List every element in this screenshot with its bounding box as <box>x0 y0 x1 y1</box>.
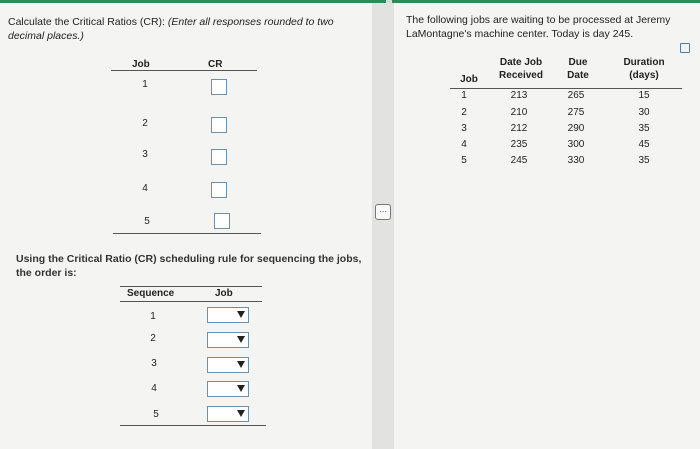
seq-row-5: 5 <box>153 409 159 420</box>
row1-job: 1 <box>461 90 467 101</box>
th-due-line2: Date <box>567 70 589 81</box>
drag-handle-icon[interactable]: ⋯ <box>375 204 391 220</box>
data-panel <box>394 3 700 449</box>
cr-instruction-italic: (Enter all responses rounded to two decimal places.) <box>8 16 334 42</box>
seq-row-4: 4 <box>151 383 157 394</box>
th-duration-line1: Duration <box>623 57 665 68</box>
panel-divider[interactable] <box>372 3 394 449</box>
row4-duration: 45 <box>638 139 650 150</box>
cr-header-job: Job <box>132 59 150 70</box>
sequence-instruction: Using the Critical Ratio (CR) scheduling rule for sequencing the jobs, the order is: <box>16 253 362 279</box>
th-job: Job <box>460 74 478 85</box>
seq-table-bottom-rule <box>120 425 266 426</box>
row1-received: 213 <box>510 90 528 101</box>
chevron-down-icon <box>237 361 245 368</box>
th-date-received-line2: Received <box>499 70 543 81</box>
row2-job: 2 <box>461 107 467 118</box>
cr-input-3[interactable] <box>211 149 227 165</box>
cr-header-cr: CR <box>208 59 223 70</box>
seq-job-select-1[interactable] <box>207 307 249 323</box>
seq-table-top-rule <box>120 286 262 287</box>
row5-job: 5 <box>461 155 467 166</box>
cr-table-top-rule <box>111 70 257 71</box>
cr-instruction-main: Calculate the Critical Ratios (CR): <box>8 16 168 28</box>
th-duration-line2: (days) <box>629 70 659 81</box>
seq-header-rule <box>120 301 262 302</box>
row2-received: 210 <box>510 107 528 118</box>
cr-job-3: 3 <box>142 149 148 160</box>
row5-received: 245 <box>510 155 528 166</box>
seq-row-1: 1 <box>150 311 156 322</box>
edit-icon[interactable] <box>680 43 690 53</box>
row4-due: 300 <box>567 139 585 150</box>
th-date-received <box>492 56 550 82</box>
th-date-received-line1: Date Job <box>499 57 543 68</box>
cr-job-2: 2 <box>142 118 148 129</box>
data-table-header-rule <box>450 88 682 89</box>
seq-header-job: Job <box>215 288 233 299</box>
question-panel <box>0 3 372 449</box>
row2-due: 275 <box>567 107 585 118</box>
chevron-down-icon <box>237 385 245 392</box>
cr-input-2[interactable] <box>211 117 227 133</box>
cr-table-bottom-rule <box>113 233 261 234</box>
cr-job-5: 5 <box>144 216 150 227</box>
cr-instruction <box>8 15 368 43</box>
seq-row-2: 2 <box>150 333 156 344</box>
seq-row-3: 3 <box>151 358 157 369</box>
cr-job-1: 1 <box>142 79 148 90</box>
row1-due: 265 <box>567 90 585 101</box>
row2-duration: 30 <box>638 107 650 118</box>
row3-due: 290 <box>567 123 585 134</box>
th-duration <box>616 56 672 82</box>
cr-job-4: 4 <box>142 183 148 194</box>
row4-received: 235 <box>510 139 528 150</box>
row3-job: 3 <box>461 123 467 134</box>
seq-job-select-2[interactable] <box>207 332 249 348</box>
chevron-down-icon <box>237 410 245 417</box>
row4-job: 4 <box>461 139 467 150</box>
seq-job-select-5[interactable] <box>207 406 249 422</box>
th-due-line1: Due <box>568 57 588 68</box>
chevron-down-icon <box>237 336 245 343</box>
seq-job-select-4[interactable] <box>207 381 249 397</box>
cr-input-4[interactable] <box>211 182 227 198</box>
data-instruction: The following jobs are waiting to be processed at Jeremy LaMontagne's machine center. Today is day 245. <box>406 14 671 40</box>
seq-header-sequence: Sequence <box>127 288 175 299</box>
chevron-down-icon <box>237 311 245 318</box>
cr-input-1[interactable] <box>211 79 227 95</box>
row3-received: 212 <box>510 123 528 134</box>
cr-input-5[interactable] <box>214 213 230 229</box>
row3-duration: 35 <box>638 123 650 134</box>
row5-duration: 35 <box>638 155 650 166</box>
th-due-date <box>560 56 596 82</box>
row1-duration: 15 <box>638 90 650 101</box>
seq-job-select-3[interactable] <box>207 357 249 373</box>
row5-due: 330 <box>567 155 585 166</box>
